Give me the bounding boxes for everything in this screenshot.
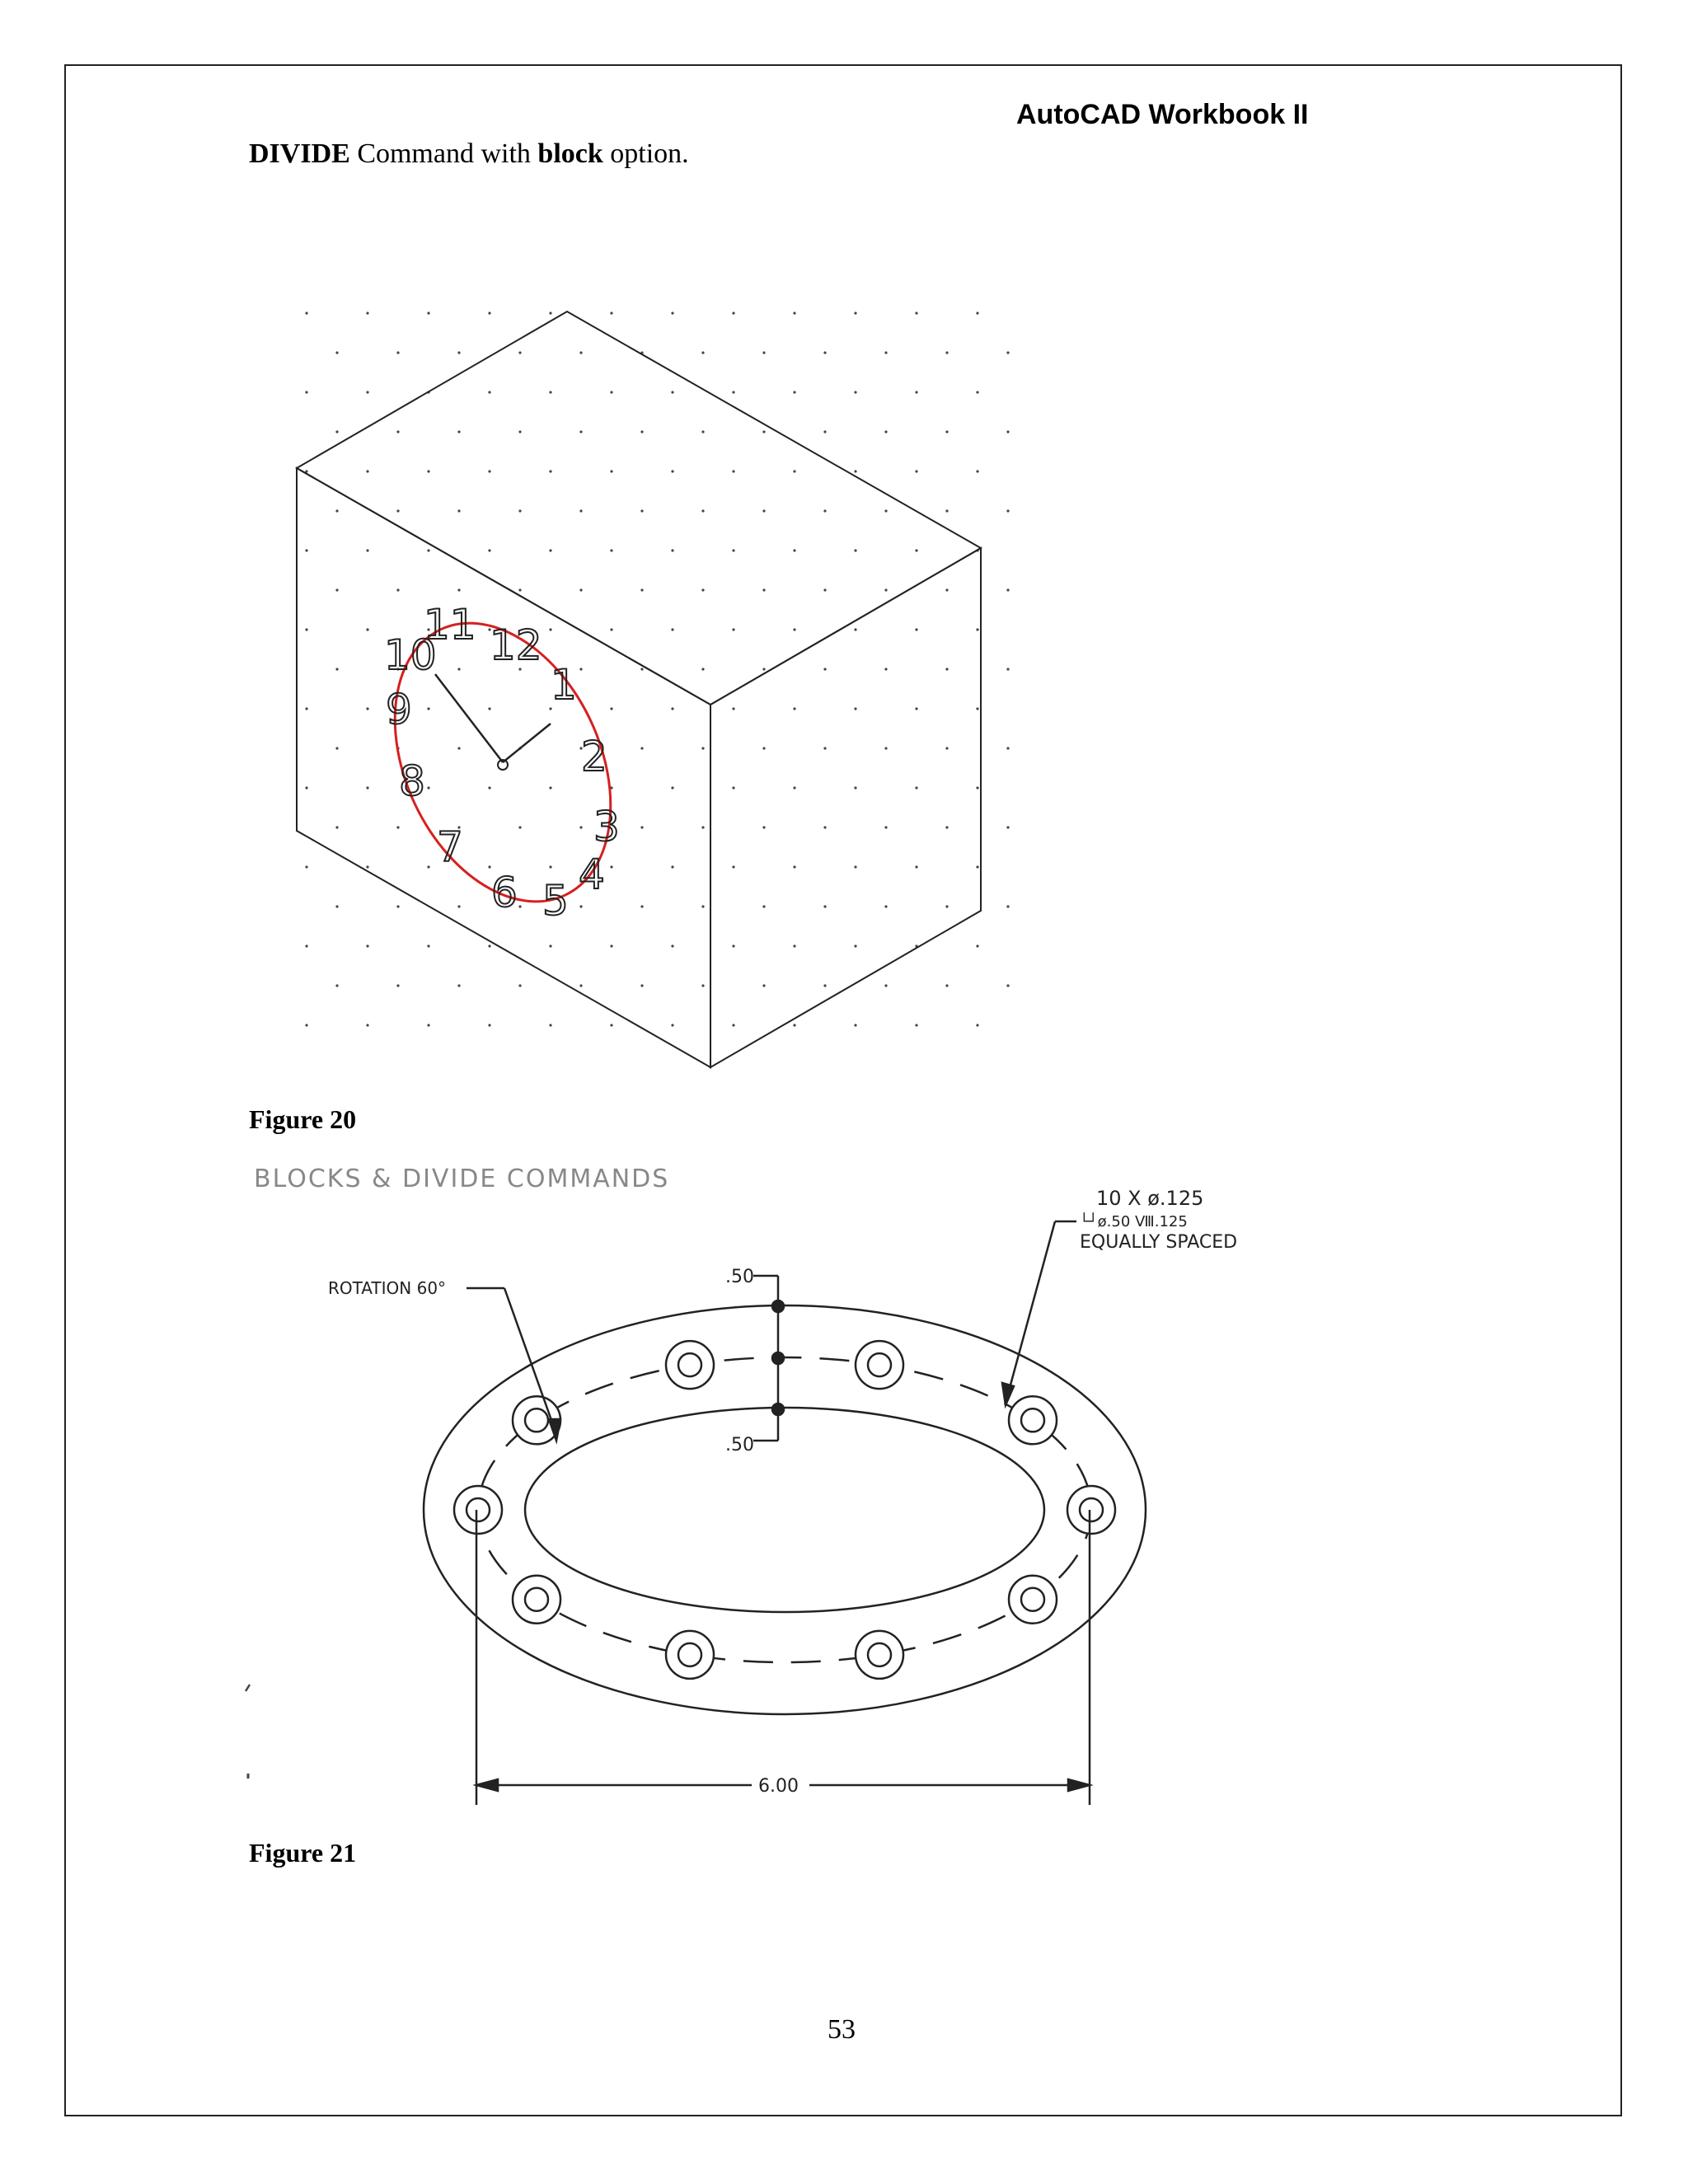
dim-point-middle	[772, 1352, 784, 1364]
clock-number-6: 6	[491, 869, 518, 916]
vertical-dimension	[753, 1276, 784, 1441]
intro-command: DIVIDE	[249, 138, 350, 169]
clock-number-12: 12	[490, 621, 542, 669]
bolt-holes	[454, 1341, 1115, 1679]
clock-number-9: 9	[386, 686, 412, 733]
hole-note-line3: EQUALLY SPACED	[1080, 1232, 1238, 1253]
clock-number-7: 7	[437, 823, 463, 871]
dim-bottom-label: .50	[725, 1435, 754, 1455]
bolt-hole-washer	[513, 1576, 560, 1624]
width-arrow-right	[1068, 1779, 1090, 1791]
clock-number-1: 1	[551, 661, 577, 709]
clock-number-8: 8	[399, 757, 425, 805]
page-number: 53	[828, 2014, 856, 2045]
intro-option: block	[537, 138, 603, 169]
bolt-hole-washer	[1009, 1396, 1057, 1444]
bolt-hole-washer	[1009, 1576, 1057, 1624]
bolt-hole-washer	[856, 1341, 903, 1389]
dim-point-top	[772, 1301, 784, 1312]
width-dim-label: 6.00	[758, 1776, 799, 1797]
bolt-hole-washer	[856, 1631, 903, 1679]
clock-number-4: 4	[579, 851, 605, 898]
clock-number-3: 3	[593, 803, 620, 851]
dim-top-label: .50	[725, 1267, 754, 1287]
intro-tail: option.	[603, 138, 689, 169]
hole-note-line1: 10 X ø.125	[1096, 1187, 1204, 1210]
figure-21-caption: Figure 21	[249, 1838, 357, 1868]
rotation-label: ROTATION 60°	[328, 1278, 447, 1298]
intro-middle: Command with	[349, 138, 538, 169]
clock-number-10: 10	[384, 631, 437, 679]
bolt-hole-washer	[666, 1341, 714, 1389]
clock-number-5: 5	[542, 877, 569, 925]
width-dimension	[476, 1510, 1090, 1805]
hole-note-leader	[1002, 1221, 1076, 1405]
gasket-inner-ellipse	[525, 1408, 1044, 1612]
clock-number-2: 2	[581, 733, 607, 780]
bolt-hole-washer	[454, 1486, 502, 1534]
figure-20-caption: Figure 20	[249, 1104, 357, 1134]
clock-number-11: 11	[424, 601, 476, 649]
dim-point-bottom	[772, 1404, 784, 1415]
hole-note-line2: └┘ø.50 Ⅷ.125	[1080, 1213, 1188, 1230]
bolt-hole-washer	[666, 1631, 714, 1679]
hole-note-arrowhead	[1002, 1383, 1014, 1405]
bolt-circle	[478, 1357, 1091, 1662]
drawing-title: BLOCKS & DIVIDE COMMANDS	[254, 1165, 670, 1193]
width-arrow-left	[476, 1779, 498, 1791]
header-title: AutoCAD Workbook II	[1016, 99, 1309, 130]
bolt-hole-washer	[1067, 1486, 1115, 1534]
stray-mark-1	[246, 1685, 250, 1691]
